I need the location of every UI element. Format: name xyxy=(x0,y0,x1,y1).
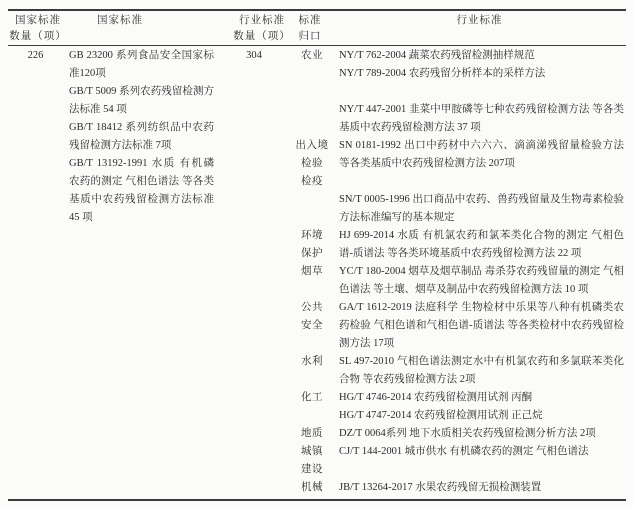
authority-line: 农业 xyxy=(301,50,323,61)
industry-standard-item: GA/T 1612-2019 法庭科学 生物检材中乐果等八种有机磷类农药检验 气相色谱和气相色谱-质谱法 等各类检材中农药残留检测方法 17项 xyxy=(339,302,624,349)
industry-standard-item: SN 0181-1992 出口中药材中六六六、滴滴涕残留量检验方法 等各类基质中农药残留检测方法 207项 xyxy=(339,140,624,169)
header-cell-authority xyxy=(282,13,338,45)
industry-standard-item: YC/T 180-2004 烟草及烟草制品 毒杀芬农药残留量的测定 气相色谱法 等土壤、烟草及制品中农药残留检测方法 10 项 xyxy=(339,266,624,295)
header-industry-count-line1: 行业标准 xyxy=(239,15,285,26)
industry-standard-item: CJ/T 144-2001 城市供水 有机磷农药的测定 气相色谱法 xyxy=(339,446,589,457)
section-chemical-industry xyxy=(290,389,626,425)
authority-label xyxy=(290,299,334,335)
industry-standard-item: SL 497-2010 气相色谱法测定水中有机氯农药和多氯联苯类化合物 等农药残留检测方法 2项 xyxy=(339,356,624,385)
header-national-count-line2: 数量（项） xyxy=(9,31,67,42)
authority-line: 安全 xyxy=(301,320,323,331)
section-entries xyxy=(334,227,626,263)
authority-line: 保护 xyxy=(301,248,323,259)
industry-standard-item: HG/T 4746-2014 农药残留检测用试剂 丙酮 xyxy=(339,392,533,403)
national-standards-cell xyxy=(63,47,218,227)
national-standard-item: GB 23200 系列食品安全国家标准120项 xyxy=(69,50,214,79)
authority-label xyxy=(290,47,334,65)
section-urban-construction xyxy=(290,443,626,479)
section-entries xyxy=(334,353,626,389)
section-tobacco xyxy=(290,263,626,299)
national-count-cell: 226 xyxy=(27,50,44,61)
section-machinery xyxy=(290,479,626,497)
industry-standard-item: HG/T 4747-2014 农药残留检测用试剂 正己烷 xyxy=(339,410,543,421)
authority-line: 烟草 xyxy=(301,266,323,277)
section-entry-exit-inspection xyxy=(290,137,626,227)
authority-line: 检验 xyxy=(301,158,323,169)
section-entries xyxy=(334,389,626,425)
authority-line: 检疫 xyxy=(301,176,323,187)
authority-line: 水利 xyxy=(301,356,323,367)
industry-standard-item: NY/T 447-2001 韭菜中甲胺磷等七种农药残留检测方法 等各类基质中农药残留检测方法 37 项 xyxy=(339,104,624,133)
national-standard-item: GB/T 13192-1991 水质 有机磷农药的测定 气相色谱法 等各类基质中农药残留检测方法标准 45 项 xyxy=(69,158,214,223)
authority-line: 建设 xyxy=(301,464,323,475)
authority-line: 化工 xyxy=(301,392,323,403)
national-standard-item: GB/T 5009 系列农药残留检测方法标准 54 项 xyxy=(69,86,214,115)
header-cell-national-count xyxy=(8,13,68,45)
industry-standard-item: NY/T 762-2004 蔬菜农药残留检测抽样规范 xyxy=(339,50,535,61)
authority-line: 机械 xyxy=(301,482,323,493)
section-environment xyxy=(290,227,626,263)
industry-standards-cell xyxy=(290,47,626,497)
authority-line: 出入境 xyxy=(295,140,329,151)
section-geology xyxy=(290,425,626,443)
authority-line: 城镇 xyxy=(301,446,323,457)
industry-standard-item: JB/T 13264-2017 水果农药残留无损检测装置 xyxy=(339,482,542,493)
section-entries xyxy=(334,443,626,461)
section-water-resources xyxy=(290,353,626,389)
header-national-label: 国家标准 xyxy=(97,15,143,26)
header-industry-label: 行业标准 xyxy=(456,15,503,26)
section-agriculture xyxy=(290,47,626,137)
standards-table xyxy=(8,9,626,501)
section-entries xyxy=(334,479,626,497)
authority-label xyxy=(290,389,334,407)
authority-label xyxy=(290,479,334,497)
national-standard-item: GB/T 18412 系列纺织品中农药残留检测方法标准 7项 xyxy=(69,122,214,151)
section-entries xyxy=(334,263,626,299)
section-entries xyxy=(334,47,626,137)
section-entries xyxy=(334,425,626,443)
authority-label xyxy=(290,137,334,191)
section-entries xyxy=(334,137,626,227)
section-public-security xyxy=(290,299,626,353)
industry-standard-item: DZ/T 0064系列 地下水质相关农药残留检测分析方法 2项 xyxy=(339,428,596,439)
header-national-count-line1: 国家标准 xyxy=(15,15,61,26)
authority-label xyxy=(290,353,334,371)
header-industry-count-line2: 数量（项） xyxy=(233,31,291,42)
section-entries xyxy=(334,299,626,353)
industry-count-cell: 304 xyxy=(246,50,262,61)
authority-line: 环境 xyxy=(301,230,323,241)
header-authority-line1: 标准 xyxy=(298,15,322,26)
header-authority-line2: 归口 xyxy=(298,31,322,42)
industry-standard-item: SN/T 0005-1996 出口商品中农药、兽药残留量及生物毒素检验方法标准编写的基本规定 xyxy=(339,194,624,223)
authority-line: 地质 xyxy=(301,428,323,439)
authority-label xyxy=(290,443,334,479)
authority-label xyxy=(290,263,334,281)
authority-label xyxy=(290,227,334,263)
header-cell-national xyxy=(60,13,180,29)
table-body-row xyxy=(8,46,626,499)
authority-label xyxy=(290,425,334,443)
table-header xyxy=(8,11,626,46)
industry-standard-item: NY/T 789-2004 农药残留分析样本的采样方法 xyxy=(339,68,546,79)
authority-line: 公共 xyxy=(301,302,323,313)
header-cell-industry xyxy=(334,13,625,29)
industry-standard-item: HJ 699-2014 水质 有机氯农药和氯苯类化合物的测定 气相色谱-质谱法 等各类环境基质中农药残留检测方法 22 项 xyxy=(339,230,624,259)
